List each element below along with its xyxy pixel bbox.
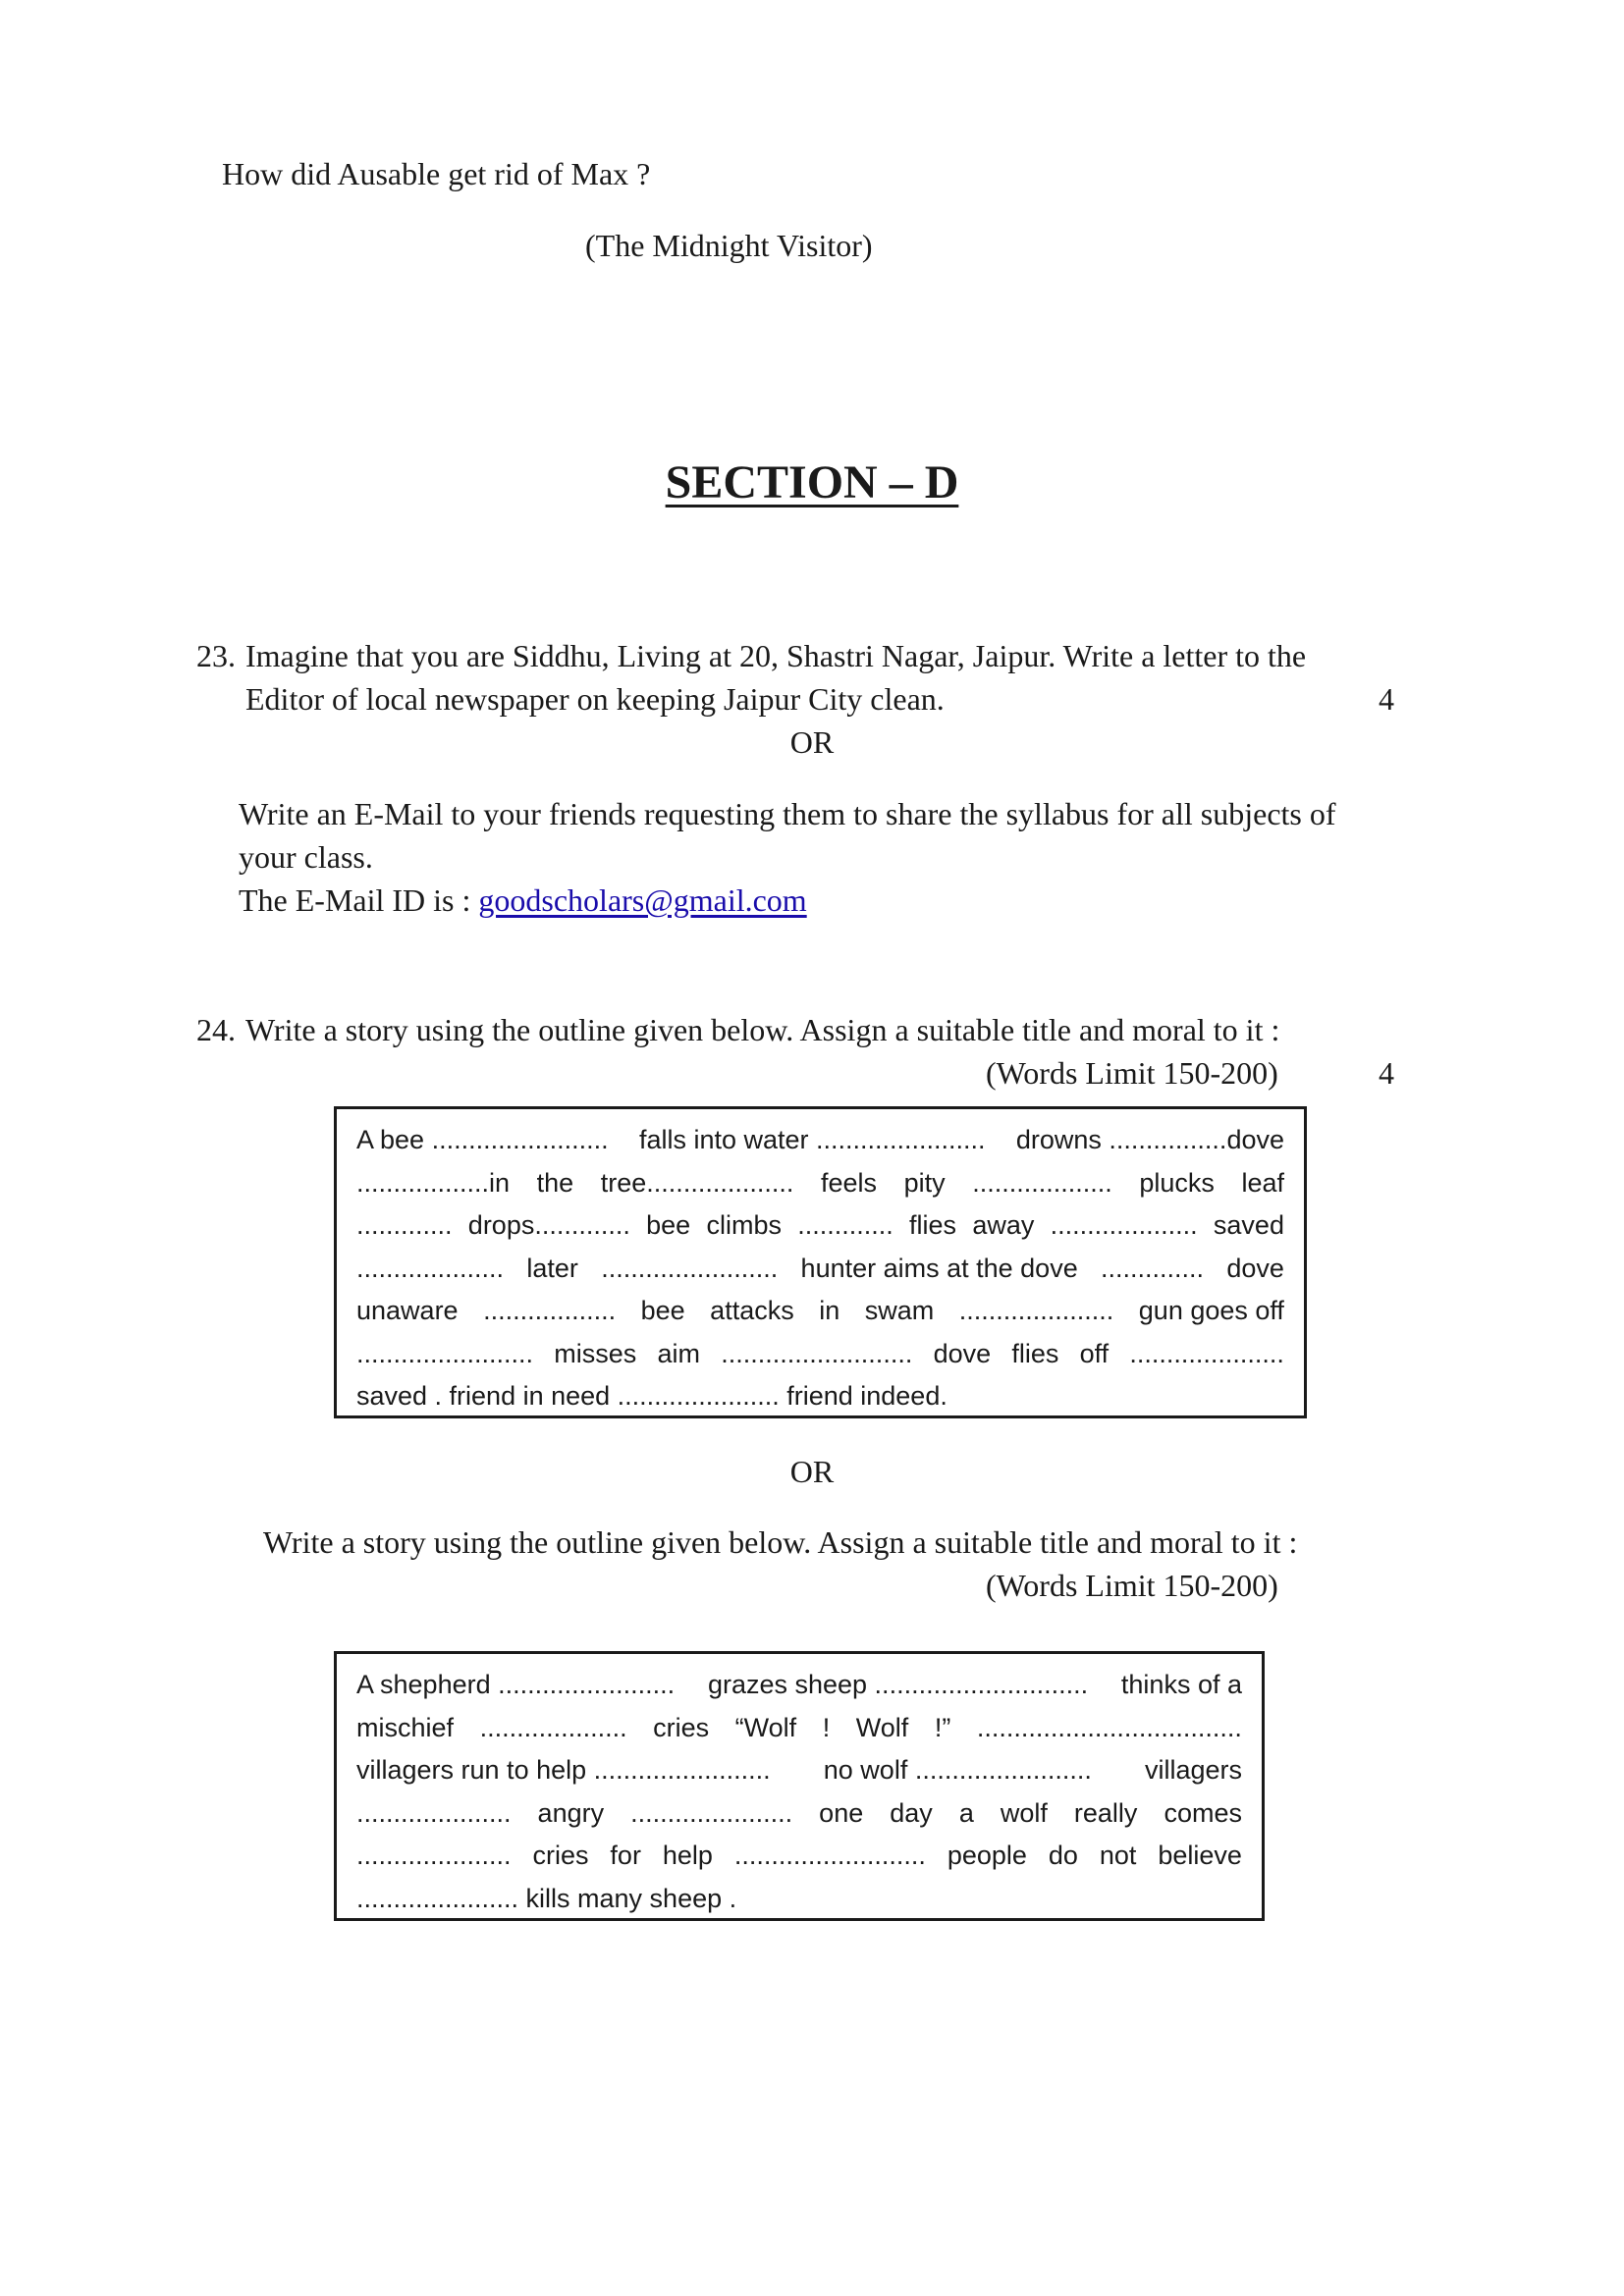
q24-or: OR: [789, 1454, 835, 1489]
outline-word-group: unaware: [356, 1296, 459, 1325]
outline-word-group: villagers: [1144, 1755, 1242, 1785]
outline-word-group: !”: [934, 1712, 951, 1742]
outline-word-group: do: [1048, 1841, 1078, 1870]
outline-word-group: away: [972, 1210, 1035, 1240]
outline-word-group: cries: [653, 1712, 710, 1742]
q24-line-1: Write a story using the outline given below. Assign a suitable title and moral to it :: [245, 1012, 1280, 1047]
outline-word-group: mischief: [356, 1712, 455, 1742]
outline-word-group: ....................................: [976, 1712, 1242, 1742]
outline-line: [356, 1878, 1242, 1921]
q23-number: 23.: [196, 638, 236, 673]
outline-word-group: A bee ........................: [356, 1125, 609, 1154]
outline-word-group: ...................: [972, 1167, 1112, 1198]
outline-word-group: believe: [1158, 1841, 1242, 1870]
outline-word-group: really: [1073, 1797, 1138, 1828]
outline-word-group: drops.............: [467, 1210, 630, 1240]
q23-alt-line-2: your class.: [239, 839, 373, 875]
outline-word-group: A shepherd ........................: [356, 1670, 676, 1699]
outline-word-group: feels: [820, 1167, 877, 1198]
outline-word-group: no wolf ........................: [823, 1755, 1092, 1785]
q24-number: 24.: [196, 1012, 236, 1047]
outline-word-group: ......................: [630, 1797, 793, 1828]
outline-word-group: for: [610, 1841, 641, 1870]
story-outline-box-bee-dove: [334, 1106, 1307, 1418]
q24-marks: 4: [1379, 1055, 1394, 1091]
outline-line: [356, 1204, 1284, 1248]
carryover-source: (The Midnight Visitor): [585, 228, 873, 263]
section-heading: [0, 454, 1624, 512]
outline-word-group: ..............: [1101, 1253, 1205, 1283]
outline-line: [356, 1749, 1242, 1792]
q23-or: OR: [789, 724, 835, 760]
outline-word-group: day: [890, 1797, 933, 1828]
q23-alt-line-1: Write an E-Mail to your friends requesting them to share the syllabus for all subjects of: [239, 796, 1336, 831]
email-link[interactable]: goodscholars@gmail.com: [478, 882, 807, 918]
outline-line: [356, 1290, 1284, 1333]
outline-line: [356, 1664, 1242, 1707]
q23-line-1: Imagine that you are Siddhu, Living at 20, Shastri Nagar, Jaipur. Write a letter to the: [245, 638, 1307, 673]
outline-word-group: .....................: [958, 1296, 1114, 1325]
outline-word-group: drowns ................dove: [1015, 1125, 1284, 1154]
q24-alt-word-limit: (Words Limit 150-200): [986, 1568, 1278, 1603]
carryover-question: How did Ausable get rid of Max ?: [222, 156, 651, 191]
story-outline-box-shepherd-wolf: [334, 1651, 1265, 1921]
outline-word-group: .............: [356, 1210, 453, 1240]
q23-email-line: [239, 879, 807, 922]
outline-word-group: cries: [532, 1841, 589, 1870]
outline-word-group: falls into water .......................: [638, 1125, 986, 1154]
outline-word-group: .....................: [356, 1797, 512, 1828]
outline-word-group: comes: [1164, 1797, 1242, 1828]
outline-word-group: the: [536, 1167, 574, 1198]
outline-word-group: people: [947, 1841, 1027, 1870]
outline-word-group: ....................: [1050, 1210, 1198, 1240]
outline-word-group: grazes sheep .............................: [707, 1670, 1089, 1699]
outline-word-group: wolf: [1000, 1797, 1048, 1828]
outline-word-group: saved: [1213, 1210, 1284, 1240]
q24-alt-line-1: Write a story using the outline given below. Assign a suitable title and moral to it :: [263, 1524, 1298, 1560]
outline-word-group: villagers run to help ........................: [356, 1755, 771, 1785]
outline-word-group: Wolf: [855, 1712, 909, 1742]
outline-line: [356, 1375, 1284, 1418]
outline-line: [356, 1792, 1242, 1836]
outline-word-group: tree....................: [600, 1167, 794, 1198]
outline-word-group: hunter aims at the dove: [800, 1253, 1078, 1283]
outline-word-group: ....................: [356, 1253, 505, 1283]
outline-word-group: not: [1099, 1841, 1137, 1870]
outline-word-group: bee: [640, 1296, 685, 1325]
outline-word-group: a: [958, 1797, 974, 1828]
q23-marks: 4: [1379, 681, 1394, 717]
outline-word-group: flies: [1011, 1338, 1059, 1368]
outline-word-group: gun goes off: [1138, 1296, 1284, 1325]
outline-word-group: in: [819, 1296, 840, 1325]
outline-word-group: pity: [903, 1167, 946, 1198]
section-title-text: SECTION – D: [665, 456, 959, 508]
outline-word-group: thinks of a: [1120, 1670, 1242, 1699]
outline-word-group: ........................: [356, 1338, 534, 1368]
outline-word-group: ...................... kills many sheep .: [356, 1883, 737, 1913]
outline-word-group: .....................: [356, 1841, 512, 1870]
outline-line: [356, 1162, 1284, 1205]
outline-word-group: plucks: [1139, 1167, 1215, 1198]
outline-word-group: ....................: [479, 1712, 627, 1742]
outline-word-group: swam: [864, 1296, 935, 1325]
outline-word-group: aim: [657, 1338, 701, 1368]
outline-word-group: saved . friend in need ...................... friend indeed.: [356, 1381, 947, 1411]
outline-word-group: dove: [1226, 1253, 1284, 1283]
outline-line: [356, 1707, 1242, 1750]
outline-line: [356, 1119, 1284, 1162]
outline-word-group: ........................: [601, 1253, 779, 1283]
outline-word-group: leaf: [1241, 1167, 1284, 1198]
outline-line: [356, 1333, 1284, 1376]
q23-line-2: Editor of local newspaper on keeping Jaipur City clean.: [245, 681, 945, 717]
q24-word-limit: (Words Limit 150-200): [986, 1055, 1278, 1091]
outline-word-group: ..........................: [721, 1338, 913, 1368]
outline-line: [356, 1835, 1242, 1878]
outline-word-group: dove: [933, 1338, 992, 1368]
outline-word-group: climbs: [706, 1210, 782, 1240]
outline-word-group: bee: [646, 1210, 691, 1240]
outline-word-group: off: [1079, 1338, 1110, 1368]
outline-line: [356, 1248, 1284, 1291]
outline-word-group: misses: [554, 1338, 637, 1368]
outline-word-group: ..................: [483, 1296, 617, 1325]
outline-word-group: .............: [797, 1210, 893, 1240]
outline-word-group: one: [819, 1797, 864, 1828]
outline-word-group: “Wolf: [734, 1712, 797, 1742]
outline-word-group: angry: [537, 1797, 605, 1828]
outline-word-group: ..................in: [356, 1167, 511, 1198]
outline-word-group: attacks: [710, 1296, 794, 1325]
outline-word-group: later: [526, 1253, 578, 1283]
outline-word-group: flies: [909, 1210, 957, 1240]
q23-email-prefix: The E-Mail ID is :: [239, 882, 471, 918]
outline-word-group: !: [822, 1712, 831, 1742]
outline-word-group: .....................: [1129, 1338, 1284, 1368]
outline-word-group: help: [662, 1841, 713, 1870]
outline-word-group: ..........................: [733, 1841, 926, 1870]
